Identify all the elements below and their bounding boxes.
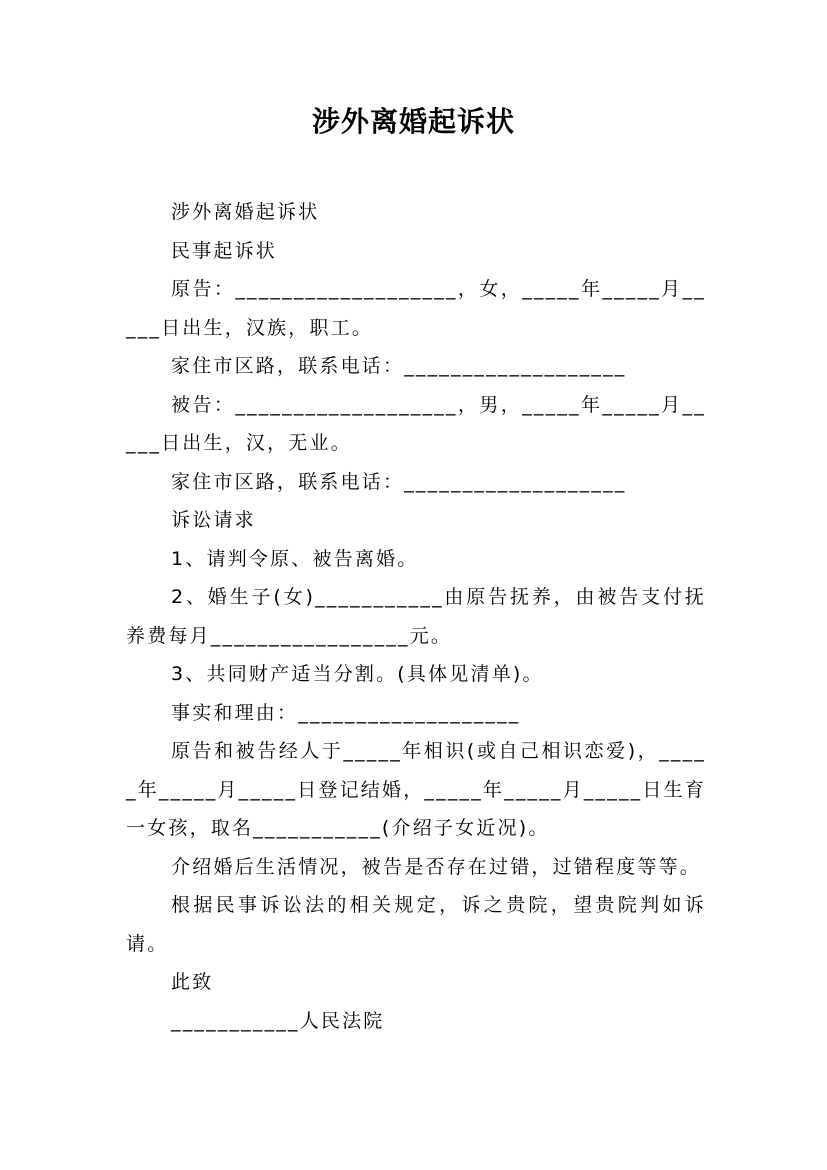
- document-title: 涉外离婚起诉状: [311, 105, 515, 138]
- paragraph-court: ___________人民法院: [171, 1009, 385, 1032]
- paragraph-claim-2: 2、婚生子(女)___________由原告抚养，由被告支付抚养费每月_________________元。: [126, 586, 706, 647]
- paragraph-plaintiff-address: 家住市区路，联系电话：___________________: [171, 355, 627, 377]
- paragraph-defendant: 被告：___________________，男，_____年_____月_____日出生，汉，无业。: [126, 393, 706, 454]
- paragraph-facts-heading: 事实和理由：___________________: [171, 701, 521, 724]
- paragraph-legal-basis: 根据民事诉讼法的相关规定，诉之贵院，望贵院判如诉请。: [126, 894, 706, 955]
- paragraph-closing: 此致: [171, 971, 214, 993]
- paragraph-claim-3: 3、共同财产适当分割。(具体见清单)。: [171, 663, 544, 685]
- paragraph-defendant-address: 家住市区路，联系电话：___________________: [171, 470, 627, 493]
- document-body: [126, 193, 706, 1040]
- paragraph-heading: 涉外离婚起诉状: [171, 201, 320, 223]
- paragraph-subheading: 民事起诉状: [171, 239, 278, 262]
- paragraph-marriage-description: 介绍婚后生活情况，被告是否存在过错，过错程度等等。: [171, 855, 702, 878]
- paragraph-facts-body: 原告和被告经人于_____年相识(或自己相识恋爱)，_____年_____月_____日登记结婚，_____年_____月_____日生育一女孩，取名___________(介绍子女近况)。: [126, 740, 706, 839]
- paragraph-claim-1: 1、请判令原、被告离婚。: [171, 547, 419, 570]
- paragraph-plaintiff: 原告：___________________，女，_____年_____月_____日出生，汉族，职工。: [126, 278, 706, 339]
- paragraph-claims-heading: 诉讼请求: [171, 509, 256, 531]
